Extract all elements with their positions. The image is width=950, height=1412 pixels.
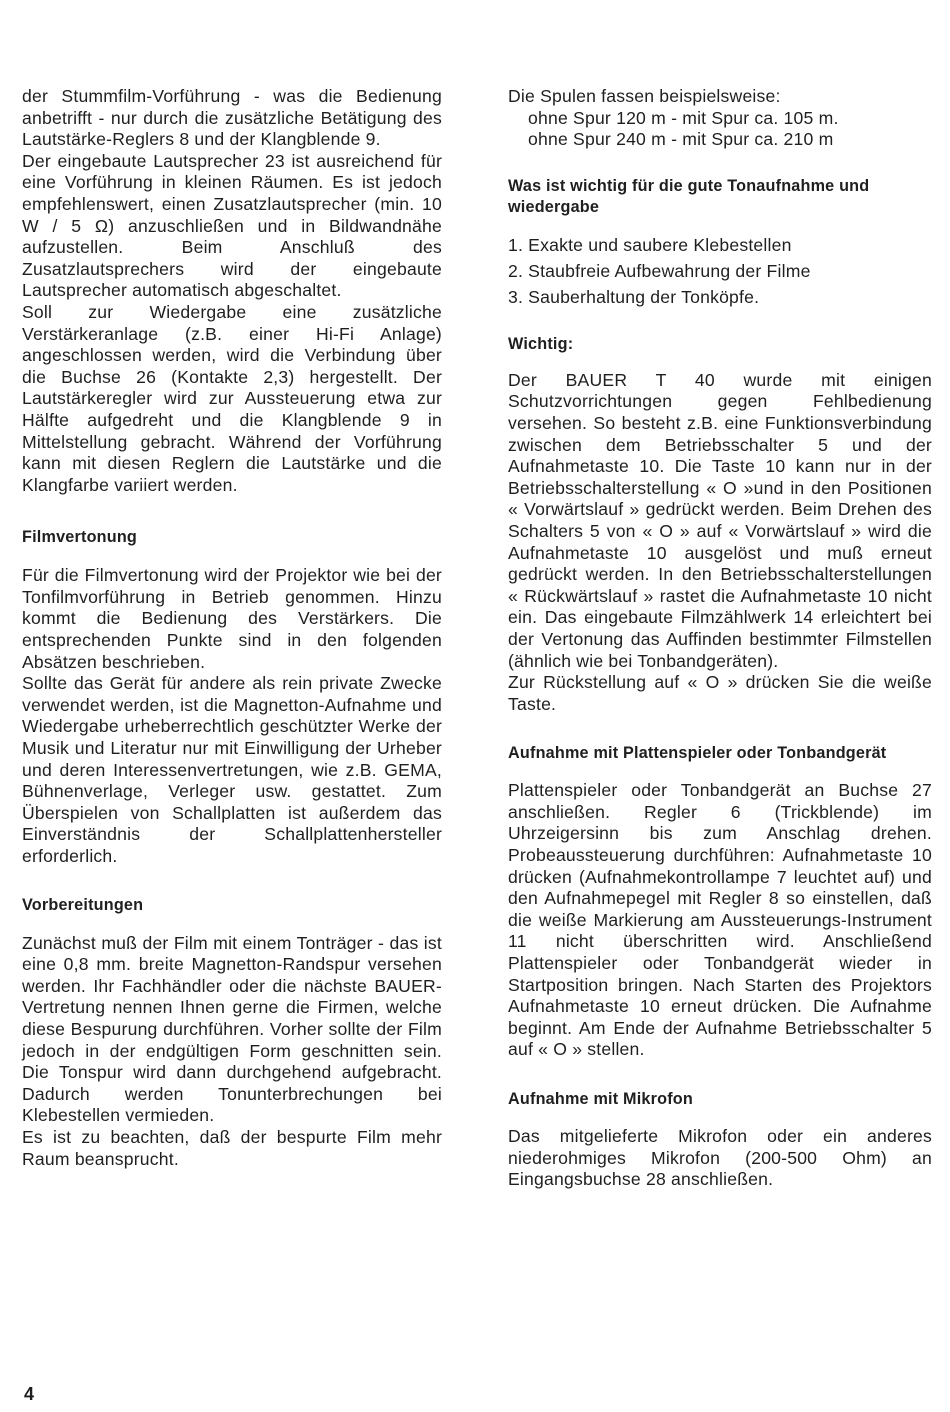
section-heading-wichtig: Wichtig: <box>508 334 574 353</box>
paragraph: Soll zur Wiedergabe eine zusätzliche Verstärkeranlage (z.B. einer Hi-Fi Anlage) angeschlossen werden, wird die Verbindung über die Buchse 26 (Kontakte 2,3) hergestellt. Der Lautstärkeregler wird zur Aussteuerung etwa zur Hälfte aufgedreht und die Klangblende 9 in Mittelstellung gebracht. Während der Vorführung kann mit diesen Reglern die Lautstärke und die Klangfarbe variiert werden. <box>22 301 442 495</box>
paragraph: ohne Spur 240 m - mit Spur ca. 210 m <box>528 129 834 150</box>
section-heading-plattenspieler: Aufnahme mit Plattenspieler oder Tonbandgerät <box>508 744 887 763</box>
paragraph: Das mitgelieferte Mikrofon oder ein anderes niederohmiges Mikrofon (200-500 Ohm) an Eingangsbuchse 28 anschließen. <box>508 1126 932 1190</box>
paragraph: Die Spulen fassen beispielsweise: <box>508 86 781 106</box>
paragraph: Der eingebaute Lautsprecher 23 ist ausreichend für eine Vorführung in kleinen Räumen. Es ist jedoch empfehlenswert, einen Zusatzlautsprecher (min. 10 W / 5 Ω) anzuschließen und in Bildwandnähe aufzustellen. Beim Anschluß des Zusatzlautsprechers wird der eingebaute Lautsprecher automatisch abgeschaltet. <box>22 150 442 301</box>
paragraph: Zunächst muß der Film mit einem Tonträger - das ist eine 0,8 mm. breite Magnetton-Randspur versehen werden. Ihr Fachhändler oder die nächste BAUER-Vertretung nennen Ihnen gerne die Firmen, welche diese Bespurung durchführen. Vorher sollte der Film jedoch in der endgültigen Form geschnitten sein. Die Tonspur wird dann durchgehend aufgebracht. Dadurch werden Tonunterbrechungen bei Klebestellen vermieden. <box>22 932 442 1126</box>
paragraph: Plattenspieler oder Tonbandgerät an Buchse 27 anschließen. Regler 6 (Trickblende) im Uhrzeigersinn bis zum Anschlag drehen. Probeaussteuerung durchführen: Aufnahmetaste 10 drücken (Aufnahmekontrollampe 7 leuchtet auf) und den Aufnahmepegel mit Regler 8 so einstellen, daß die weiße Markierung am Aussteuerungs-Instrument 11 nicht überschritten wird. Anschließend Plattenspieler oder Tonbandgerät wieder in Startposition bringen. Nach Starten des Projektors Aufnahmetaste 10 erneut drücken. Die Aufnahme beginnt. Am Ende der Aufnahme Betriebsschalter 5 auf « O » stellen. <box>508 780 932 1060</box>
paragraph: Zur Rückstellung auf « O » drücken Sie die weiße Taste. <box>508 672 932 714</box>
list-item: 2. Staubfreie Aufbewahrung der Filme <box>508 260 811 281</box>
section-heading-filmvertonung: Filmvertonung <box>22 528 138 547</box>
numbered-list <box>508 232 932 310</box>
list-item: 3. Sauberhaltung der Tonköpfe. <box>508 286 760 307</box>
section-heading-vorbereitungen: Vorbereitungen <box>22 895 144 914</box>
paragraph: Es ist zu beachten, daß der bespurte Film mehr Raum beansprucht. <box>22 1126 442 1169</box>
paragraph: ohne Spur 120 m - mit Spur ca. 105 m. <box>528 107 839 128</box>
list-item: 1. Exakte und saubere Klebestellen <box>508 234 792 255</box>
section-heading-tonaufnahme: Was ist wichtig für die gute Tonaufnahme und wiedergabe <box>508 176 870 216</box>
left-column <box>22 86 442 1170</box>
section-heading-mikrofon: Aufnahme mit Mikrofon <box>508 1090 693 1108</box>
right-column <box>508 86 932 1191</box>
paragraph: Der BAUER T 40 wurde mit einigen Schutzvorrichtungen gegen Fehlbedienung versehen. So besteht z.B. eine Funktionsverbindung zwischen dem Betriebsschalter 5 und der Aufnahmetaste 10. Die Taste 10 kann nur in der Betriebsschalterstellung « O »und in den Positionen « Vorwärtslauf » gedrückt werden. Beim Drehen des Schalters 5 von « O » auf « Vorwärtslauf » wird die Aufnahmetaste 10 ausgelöst und muß erneut gedrückt werden. In den Betriebsschalterstellungen « Rückwärtslauf » rastet die Aufnahmetaste 10 nicht ein. Das eingebaute Filmzählwerk 14 erleichtert bei der Vertonung das Auffinden bestimmter Filmstellen (ähnlich wie bei Tonbandgeräten). <box>508 369 932 671</box>
paragraph: Sollte das Gerät für andere als rein private Zwecke verwendet werden, ist die Magnetton-Aufnahme und Wiedergabe urheberrechtlich geschützter Werke der Musik und Literatur nur mit Einwilligung der Urheber und deren Interessenvertretungen, wie z.B. GEMA, Bühnenverlage, Verleger usw. gestattet. Zum Überspielen von Schallplatten ist außerdem das Einverständnis der Schallplattenhersteller erforderlich. <box>22 673 442 866</box>
paragraph: der Stummfilm-Vorführung - was die Bedienung anbetrifft - nur durch die zusätzliche Betätigung des Lautstärke-Reglers 8 und der Klangblende 9. <box>22 86 442 150</box>
page-number: 4 <box>24 1384 35 1404</box>
paragraph: Für die Filmvertonung wird der Projektor wie bei der Tonfilmvorführung in Betrieb genommen. Hinzu kommt die Bedienung des Verstärkers. Die entsprechenden Punkte sind in den folgenden Absätzen beschrieben. <box>22 565 442 672</box>
